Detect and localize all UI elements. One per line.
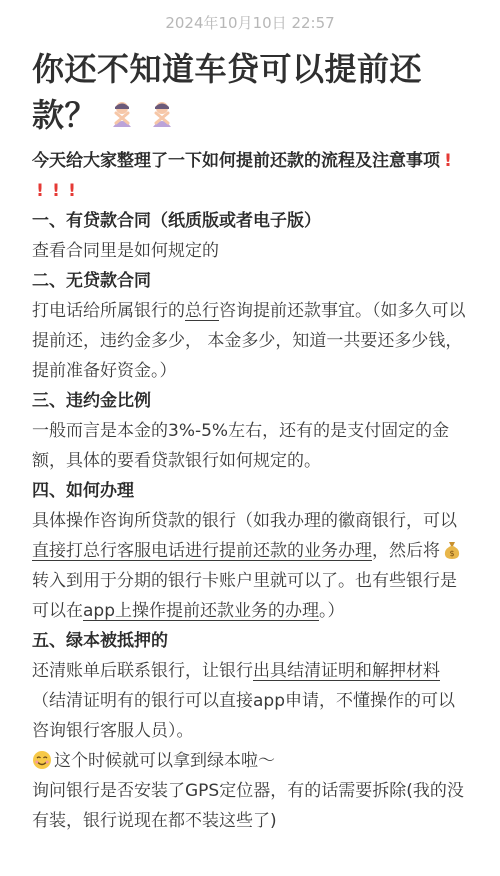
underlined-text: 直接打总行客服电话进行提前还款的业务办理: [32, 541, 372, 561]
section-heading: 一、有贷款合同（纸质版或者电子版）: [32, 211, 321, 231]
money-bag-icon: [443, 540, 461, 560]
title-text: 你还不知道车贷可以提前还款？: [32, 50, 423, 134]
section-heading: 三、违约金比例: [32, 391, 151, 411]
red-exclamation-icon: !: [68, 181, 76, 201]
section-body: 查看合同里是如何规定的: [32, 241, 219, 261]
section-text: 具体操作咨询所贷款的银行（如我办理的徽商银行，可以: [32, 511, 457, 531]
person-gesturing-no-icon: [107, 95, 137, 125]
section-heading: 五、绿本被抵押的: [32, 631, 168, 651]
intro-text: 今天给大家整理了一下如何提前还款的流程及注意事项: [32, 151, 440, 171]
underlined-text: 出具结清证明和解押材料: [253, 661, 440, 681]
section-body: 询问银行是否安装了GPS定位器，有的话需要拆除(我的没有装，银行说现在都不装这些了): [32, 781, 464, 831]
section-text: （结清证明有的银行可以直接app申请，不懂操作的可以咨询银行客服人员）。: [32, 691, 455, 741]
smiling-face-icon: [32, 750, 52, 770]
intro: [32, 146, 468, 206]
section-text: 这个时候就可以拿到绿本啦～: [54, 751, 275, 771]
note-content: [32, 146, 468, 836]
section-body: [32, 296, 468, 386]
underlined-text: app上操作提前还款业务的办理: [83, 601, 319, 621]
section-text: 转入到用于分期的银行卡账户里就可以了。也有些银行是可以在: [32, 571, 457, 621]
svg-text:$: $: [449, 549, 455, 558]
section-heading: 二、无贷款合同: [32, 271, 151, 291]
section-body: 一般而言是本金的3%-5%左右，还有的是支付固定的金额，具体的要看贷款银行如何规定的。: [32, 421, 450, 471]
timestamp: 2024年10月10日 22:57: [165, 14, 335, 32]
red-exclamation-icon: !: [52, 181, 60, 201]
person-gesturing-no-icon: [147, 95, 177, 125]
section-text: 。）: [319, 601, 345, 621]
red-exclamation-icon: !: [444, 151, 452, 171]
section-text: ，然后将: [372, 541, 440, 561]
section-text: 打电话给所属银行的: [32, 301, 185, 321]
section-text: 咨询提前还款事宜。（如多久可以提前还，违约金多少， 本金多少，知道一共要还多少钱，提前准备好资金。）: [32, 301, 466, 381]
section-body: [32, 746, 468, 776]
red-exclamation-icon: !: [36, 181, 44, 201]
section-heading: 四、如何办理: [32, 481, 134, 501]
section-text: 还清账单后联系银行，让银行: [32, 661, 253, 681]
section-body: [32, 656, 468, 746]
underlined-text: 总行: [185, 301, 219, 321]
section-body: [32, 506, 468, 626]
page-title: [32, 46, 468, 138]
